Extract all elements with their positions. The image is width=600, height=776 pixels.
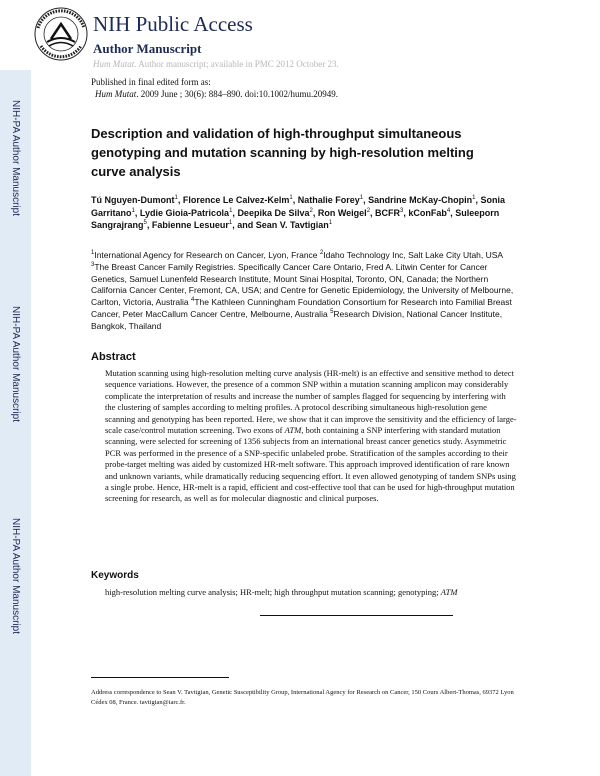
author-name: Sonia Garritano [91, 195, 506, 218]
author-affiliation-marker: 4 [446, 207, 451, 214]
nih-seal-icon [33, 6, 89, 68]
author-list: Tú Nguyen-Dumont$^1$, Florence Le Calvez-Kelm$^1$, Nathalie Forey$^1$, Sandrine McKay-Chopin$^1$, Sonia Garritano$^1$, Lydie Gioia-Patricola$^1$, Deepika De Silva$^2$, Ron Weigel$^2$, BCFR$^3$, kConFab$^4$, Suleeporn Sangrajrang$^5$, Fabienne Lesueur$^1$, and Sean V. Tavtigian$^1$ [91, 195, 506, 230]
keywords-text: high-resolution melting curve analysis; HR-melt; high throughput mutation scanning; genotyping; ATM [105, 587, 458, 597]
author-name: Fabienne Lesueur [151, 220, 229, 230]
abstract-text: Mutation scanning using high-resolution melting curve analysis (HR-melt) is an effective and sensitive method to detect sequence variations. However, the presence of a common SNP within a mutation scanning amplicon may considerably complicate the interpretation of results and increase the number of samples flagged for sequencing by interfering with the clustering of samples according to melting profiles. A protocol describing simultaneous high-resolution gene scanning and genotyping has been reported. Here, we show that it can improve the sensitivity and the efficiency of large-scale case/control mutation screening. Two exons of ATM, both containing a SNP interfering with standard mutation scanning, were selected for screening of 1356 subjects from an international breast cancer genetics study. Asymmetric PCR was performed in the presence of a SNP-specific unlabeled probe. Stratification of the samples according to their probe-target melting was aided by customized HR-melt software. This approach improved identification of rare known and unknown variants, while dramatically reducing sequencing effort. It even allowed genotyping of tandem SNPs using a single probe. Hence, HR-melt is a rapid, efficient and cost-effective tool that can be used for high-throughput mutation screening for research, as well as for molecular diagnostic and clinical purposes. [105, 368, 517, 504]
author-affiliation-marker: 1 [359, 195, 364, 201]
author-name: Ron Weigel [317, 207, 367, 218]
author-name: Deepika De Silva [237, 207, 310, 218]
author-name: kConFab [408, 207, 447, 218]
sidebar-label: NIH-PA Author Manuscript [10, 518, 21, 634]
affiliation-text: Idaho Technology Inc, Salt Lake City Utah, USA [323, 250, 503, 260]
published-in [91, 76, 338, 100]
author-name: BCFR [375, 207, 401, 218]
author-affiliation-marker: 1 [174, 195, 178, 201]
correspondence-footnote: Address correspondence to Sean V. Tavtigian, Genetic Susceptibility Group, International Agency for Research on Cancer, 150 Cours Albert-Thomas, 69372 Lyon Cédex 08, France. tavtigian@iarc.fr. [91, 689, 514, 706]
header-availability-note [93, 60, 339, 69]
affiliation-marker: 4 [191, 297, 195, 304]
author-affiliation-marker: 1 [328, 220, 333, 226]
affiliation-text: Research Division, National Cancer Institute, Bangkok, Thailand [91, 308, 503, 331]
author-affiliation-marker: 1 [472, 195, 476, 201]
affiliation-text: International Agency for Research on Cancer, Lyon, France [94, 250, 320, 260]
author-name: Lydie Gioia-Patricola [139, 207, 230, 218]
article-title: Description and validation of high-throughput simultaneous genotyping and mutation scanning by high-resolution melting curve analysis [91, 126, 474, 179]
citation-journal: Hum Mutat [95, 89, 137, 99]
author-name: Sean V. Tavtigian [255, 220, 329, 230]
header-title: NIH Public Access [93, 12, 253, 36]
sidebar-label: NIH-PA Author Manuscript [10, 100, 21, 216]
affiliation-marker: 3 [91, 261, 95, 268]
header-note-journal: Hum Mutat [93, 59, 135, 69]
citation [91, 88, 338, 100]
author-affiliation-marker: 3 [400, 207, 404, 214]
author-affiliation-marker: 5 [143, 220, 147, 226]
gene-name: ATM [440, 587, 458, 597]
affiliations [91, 250, 516, 333]
author-name: Suleeporn Sangrajrang [91, 207, 500, 230]
affiliation-text: The Breast Cancer Family Registries. Specifically Cancer Care Ontario, Fred A. Litwin Center for Cancer Genetics, Samuel Lunenfeld Research Institute, Mount Sinai Hospital, Toronto, ON, Canada; the Northern California Cancer Center, Fremont, CA, USA; and Centre for Genetic Epidemiology, the University of Melbourne, Carlton, Victoria, Australia [91, 261, 514, 308]
published-in-label: Published in final edited form as: [91, 77, 211, 87]
header-subtitle: Author Manuscript [93, 41, 202, 56]
header-note-text: . Author manuscript; available in PMC 2012 October 23. [134, 59, 339, 69]
author-name: Sandrine McKay-Chopin [368, 195, 473, 205]
author-name: Tú Nguyen-Dumont [91, 195, 175, 205]
author-name: Nathalie Forey [297, 195, 360, 205]
author-affiliation-marker: 1 [229, 207, 233, 214]
nih-logo [33, 6, 89, 68]
keywords-divider [260, 615, 453, 616]
abstract-heading: Abstract [91, 351, 136, 363]
citation-details: . 2009 June ; 30(6): 884–890. doi:10.1002/humu.20949. [136, 89, 338, 99]
author-affiliation-marker: 1 [289, 195, 293, 201]
keywords-heading: Keywords [91, 570, 139, 581]
sidebar-label: NIH-PA Author Manuscript [10, 306, 21, 422]
affiliation-text: The Kathleen Cunningham Foundation Consortium for Research into Familial Breast Cancer, Peter MacCallum Cancer Centre, Melbourne, Australia [91, 297, 512, 319]
author-affiliation-marker: 2 [366, 207, 371, 214]
affiliation-marker: 1 [91, 250, 95, 257]
affiliation-marker: 2 [319, 250, 324, 257]
gene-name: ATM [284, 425, 302, 436]
author-affiliation-marker: 1 [228, 220, 233, 226]
author-name: Florence Le Calvez-Kelm [182, 195, 290, 205]
affiliation-marker: 5 [330, 309, 334, 316]
author-affiliation-marker: 1 [131, 207, 135, 214]
author-affiliation-marker: 2 [309, 207, 313, 214]
footnote-divider [91, 677, 229, 678]
